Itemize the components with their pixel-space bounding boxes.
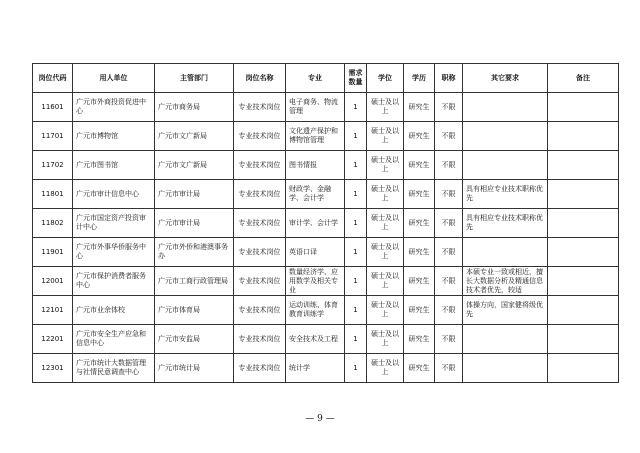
cell-other: 具有相应专业技术职称优先: [463, 209, 548, 238]
cell-education: 研究生: [404, 122, 435, 151]
cell-major: 统计学: [286, 354, 345, 383]
cell-note: [548, 122, 619, 151]
cell-unit: 广元市外事华侨服务中心: [73, 238, 155, 267]
header-education: 学历: [404, 64, 435, 93]
table-row: [33, 93, 619, 122]
cell-major: 数量经济学、应用数学及相关专业: [286, 267, 345, 296]
table-row: [33, 267, 619, 296]
cell-code: 11701: [33, 122, 73, 151]
cell-education: 研究生: [404, 209, 435, 238]
page-number: — 9 —: [305, 414, 335, 424]
cell-code: 12101: [33, 296, 73, 325]
cell-count: 1: [345, 296, 367, 325]
cell-dept: 广元市统计局: [155, 354, 234, 383]
cell-post: 专业技术岗位: [234, 325, 286, 354]
cell-dept: 广元市工商行政管理局: [155, 267, 234, 296]
cell-degree: 硕士及以上: [367, 151, 404, 180]
cell-title: 不限: [435, 296, 463, 325]
cell-code: 11702: [33, 151, 73, 180]
table-row: [33, 209, 619, 238]
cell-major: 文化遗产保护和博物馆管理: [286, 122, 345, 151]
cell-count: 1: [345, 325, 367, 354]
header-code: 岗位代码: [33, 64, 73, 93]
cell-other: 体操方向，国家健将级优先: [463, 296, 548, 325]
cell-dept: 广元市体育局: [155, 296, 234, 325]
cell-title: 不限: [435, 93, 463, 122]
cell-degree: 硕士及以上: [367, 122, 404, 151]
cell-post: 专业技术岗位: [234, 151, 286, 180]
cell-unit: 广元市业余体校: [73, 296, 155, 325]
cell-degree: 硕士及以上: [367, 354, 404, 383]
cell-title: 不限: [435, 325, 463, 354]
cell-education: 研究生: [404, 354, 435, 383]
cell-unit: 广元市博物馆: [73, 122, 155, 151]
cell-unit: 广元市图书馆: [73, 151, 155, 180]
header-degree: 学位: [367, 64, 404, 93]
cell-dept: 广元市审计局: [155, 209, 234, 238]
cell-note: [548, 209, 619, 238]
cell-dept: 广元市外侨和港澳事务办: [155, 238, 234, 267]
table-row: [33, 151, 619, 180]
cell-post: 专业技术岗位: [234, 267, 286, 296]
cell-title: 不限: [435, 180, 463, 209]
cell-note: [548, 325, 619, 354]
cell-code: 11802: [33, 209, 73, 238]
table-header-row: [33, 64, 619, 93]
table-row: [33, 354, 619, 383]
cell-post: 专业技术岗位: [234, 122, 286, 151]
cell-title: 不限: [435, 122, 463, 151]
cell-education: 研究生: [404, 238, 435, 267]
cell-degree: 硕士及以上: [367, 93, 404, 122]
cell-unit: 广元市安全生产应急和信息中心: [73, 325, 155, 354]
cell-education: 研究生: [404, 296, 435, 325]
cell-note: [548, 180, 619, 209]
cell-other: [463, 151, 548, 180]
cell-major: 电子商务、物流管理: [286, 93, 345, 122]
cell-note: [548, 93, 619, 122]
cell-code: 11901: [33, 238, 73, 267]
cell-education: 研究生: [404, 180, 435, 209]
cell-count: 1: [345, 238, 367, 267]
header-unit: 用人单位: [73, 64, 155, 93]
cell-education: 研究生: [404, 93, 435, 122]
cell-education: 研究生: [404, 267, 435, 296]
cell-other: [463, 238, 548, 267]
cell-dept: 广元市审计局: [155, 180, 234, 209]
header-dept: 主管部门: [155, 64, 234, 93]
cell-major: 运动训练、体育教育训练学: [286, 296, 345, 325]
cell-post: 专业技术岗位: [234, 180, 286, 209]
cell-major: 图书情报: [286, 151, 345, 180]
cell-unit: 广元市保护消费者服务中心: [73, 267, 155, 296]
cell-title: 不限: [435, 238, 463, 267]
header-post: 岗位名称: [234, 64, 286, 93]
cell-code: 11801: [33, 180, 73, 209]
cell-other: [463, 122, 548, 151]
cell-other: [463, 93, 548, 122]
cell-major: 审计学、会计学: [286, 209, 345, 238]
cell-unit: 广元市外商投资促进中心: [73, 93, 155, 122]
cell-other: [463, 325, 548, 354]
cell-count: 1: [345, 93, 367, 122]
cell-title: 不限: [435, 209, 463, 238]
cell-post: 专业技术岗位: [234, 296, 286, 325]
cell-code: 12001: [33, 267, 73, 296]
cell-degree: 硕士及以上: [367, 267, 404, 296]
header-title: 职称: [435, 64, 463, 93]
cell-post: 专业技术岗位: [234, 354, 286, 383]
cell-degree: 硕士及以上: [367, 180, 404, 209]
cell-education: 研究生: [404, 325, 435, 354]
table-row: [33, 325, 619, 354]
cell-post: 专业技术岗位: [234, 93, 286, 122]
cell-major: 英语口译: [286, 238, 345, 267]
header-count: 需求数量: [345, 64, 367, 93]
cell-other: 具有相应专业技术职称优先: [463, 180, 548, 209]
recruitment-table: [32, 63, 619, 383]
header-major: 专业: [286, 64, 345, 93]
cell-count: 1: [345, 209, 367, 238]
cell-title: 不限: [435, 267, 463, 296]
table-row: [33, 296, 619, 325]
cell-major: 财政学、金融学、会计学: [286, 180, 345, 209]
cell-note: [548, 354, 619, 383]
cell-code: 12201: [33, 325, 73, 354]
cell-degree: 硕士及以上: [367, 209, 404, 238]
cell-dept: 广元市文广新局: [155, 151, 234, 180]
header-note: 备注: [548, 64, 619, 93]
cell-post: 专业技术岗位: [234, 238, 286, 267]
cell-dept: 广元市文广新局: [155, 122, 234, 151]
cell-note: [548, 238, 619, 267]
cell-unit: 广元市审计信息中心: [73, 180, 155, 209]
cell-post: 专业技术岗位: [234, 209, 286, 238]
cell-degree: 硕士及以上: [367, 325, 404, 354]
cell-other: [463, 354, 548, 383]
cell-title: 不限: [435, 151, 463, 180]
cell-education: 研究生: [404, 151, 435, 180]
cell-count: 1: [345, 354, 367, 383]
cell-count: 1: [345, 122, 367, 151]
cell-code: 12301: [33, 354, 73, 383]
cell-count: 1: [345, 180, 367, 209]
cell-title: 不限: [435, 354, 463, 383]
cell-note: [548, 151, 619, 180]
cell-note: [548, 296, 619, 325]
cell-major: 安全技术及工程: [286, 325, 345, 354]
table-row: [33, 122, 619, 151]
cell-unit: 广元市统计大数据管理与社情民意调查中心: [73, 354, 155, 383]
table-row: [33, 180, 619, 209]
cell-count: 1: [345, 267, 367, 296]
cell-dept: 广元市商务局: [155, 93, 234, 122]
cell-unit: 广元市国定资产投资审计中心: [73, 209, 155, 238]
cell-note: [548, 267, 619, 296]
cell-dept: 广元市安监局: [155, 325, 234, 354]
table-row: [33, 238, 619, 267]
cell-code: 11601: [33, 93, 73, 122]
header-other: 其它要求: [463, 64, 548, 93]
cell-degree: 硕士及以上: [367, 238, 404, 267]
cell-count: 1: [345, 151, 367, 180]
cell-other: 本硕专业一致或相近，擅长大数据分析及精通信息技术者优先，较适: [463, 267, 548, 296]
cell-degree: 硕士及以上: [367, 296, 404, 325]
